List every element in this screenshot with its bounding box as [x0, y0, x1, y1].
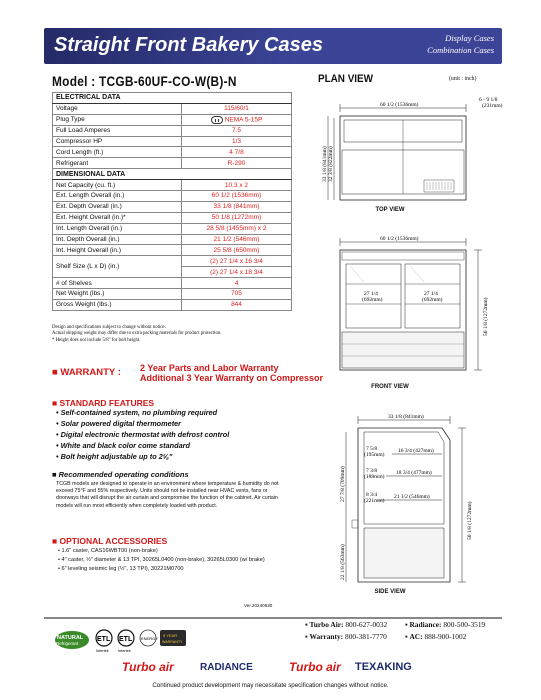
side-view-drawing — [312, 410, 512, 590]
spec-notes — [52, 325, 292, 344]
spec-row — [53, 114, 292, 125]
spec-section-row — [53, 169, 292, 180]
spec-section-title: DIMENSIONAL DATA — [53, 169, 292, 180]
turbo-air-logo: Turbo air — [122, 660, 174, 674]
contact-label: AC: — [409, 632, 423, 641]
spec-value: 4 7/8 — [182, 147, 292, 158]
spec-label: Shelf Size (L x D) (in.) — [53, 256, 182, 278]
accessory-item: • 4" caster, ½" diameter & 13 TPI, 30265L0400 (non-brake), 30265L0300 (w/ brake) — [58, 556, 265, 565]
side-base-height-dim: 22 1/8 (563mm) — [340, 544, 346, 580]
spec-value: 115/60/1 — [182, 103, 292, 114]
standard-features-title: ■ STANDARD FEATURES — [52, 398, 155, 408]
brand-logos-row — [52, 660, 502, 676]
spec-value: 4 — [182, 278, 292, 289]
model-number: Model : TCGB-60UF-CO-W(B)-N — [52, 73, 237, 89]
spec-value: 50 1/8 (1272mm) — [182, 212, 292, 223]
etl-sanitation-logo — [118, 630, 134, 653]
top-offset-mm: (231mm) — [482, 103, 503, 109]
spec-value: 60 1/2 (1536mm) — [182, 191, 292, 202]
spec-label: Refrigerant — [53, 158, 182, 169]
contact-label: Turbo Air: — [309, 620, 344, 629]
side-height-dim: 50 1/8 (1272mm) — [467, 501, 473, 540]
five-year-warranty-badge — [160, 630, 186, 646]
etl-logo — [96, 630, 112, 653]
spec-section-row — [53, 93, 292, 104]
side-h2-dim: 7 3/8 — [366, 468, 378, 474]
spec-value: 705 — [182, 289, 292, 300]
contact-phone[interactable]: 888-900-1002 — [424, 632, 467, 641]
contact-block: ▪ Turbo Air: 800-627-0032 ▪ Radiance: 800-500-3519 ▪ Warranty: 800-381-7770 ▪ AC: 888-900-1002 — [305, 620, 486, 641]
spec-row — [53, 299, 292, 310]
feature-item: • White and black color come standard — [56, 440, 229, 451]
plug-type-value: NEMA 5-15P — [224, 116, 263, 124]
certification-logos — [52, 626, 302, 656]
accessory-item: • 1.6" caster, CAS16WBT00 (non-brake) — [58, 547, 265, 556]
spec-row — [53, 180, 292, 191]
spec-value: 1/3 — [182, 136, 292, 147]
spec-label: Full Load Amperes — [53, 125, 182, 136]
side-h2-mm: (188mm) — [364, 474, 385, 480]
spec-value: R-290 — [182, 158, 292, 169]
spec-row — [53, 245, 292, 256]
spec-label: Compressor HP — [53, 136, 182, 147]
spec-label: Int. Length Overall (in.) — [53, 223, 182, 234]
spec-label: Net Capacity (cu. ft.) — [53, 180, 182, 191]
spec-row — [53, 223, 292, 234]
contact-phone[interactable]: 800-627-0032 — [345, 620, 388, 629]
spec-label: Cord Length (ft.) — [53, 147, 182, 158]
spec-row — [53, 191, 292, 202]
spec-label: Int. Depth Overall (in.) — [53, 234, 182, 245]
side-d1-dim: 16 3/4 (427mm) — [398, 448, 434, 454]
spec-row — [53, 212, 292, 223]
note-line: Actual shipping weight may differ due to extra packing materials for product protection. — [52, 331, 222, 337]
top-width-dim: 60 1/2 (1536mm) — [380, 102, 419, 108]
warranty-line-2: Additional 3 Year Warranty on Compressor — [140, 373, 324, 383]
svg-text:WARRANTY: WARRANTY — [162, 640, 183, 644]
spec-label: Ext. Length Overall (in.) — [53, 191, 182, 202]
category-combination-cases: Combination Cases — [427, 45, 494, 55]
feature-item: • Solar powered digital thermometer — [56, 418, 229, 429]
accessory-item: • 6" leveling seismic leg (½", 13 TPI), 30221M0700 — [58, 565, 265, 574]
side-view-label: SIDE VIEW — [374, 589, 406, 595]
spec-row — [53, 201, 292, 212]
svg-text:Intertek: Intertek — [96, 649, 109, 653]
category-display-cases: Display Cases — [445, 33, 494, 43]
feature-item: • Self-contained system, no plumbing required — [56, 407, 229, 418]
optional-accessories-title: ■ OPTIONAL ACCESSORIES — [52, 536, 168, 546]
contact-phone[interactable]: 800-500-3519 — [443, 620, 486, 629]
side-d2-dim: 18 3/4 (477mm) — [396, 470, 432, 476]
radiance-logo: RADIANCE — [200, 662, 253, 673]
spec-value: (2) 27 1/4 x 16 3/4 — [182, 256, 292, 267]
spec-label: Gross Weight (lbs.) — [53, 299, 182, 310]
svg-text:ETL: ETL — [97, 636, 111, 643]
spec-value: 7.5 — [182, 125, 292, 136]
spec-value: 33 1/8 (841mm) — [182, 201, 292, 212]
version-label: Ver.20240530 — [244, 603, 273, 608]
unit-note: (unit : inch) — [449, 76, 477, 82]
side-d3-dim: 21 1/2 (546mm) — [394, 494, 430, 500]
front-shelf2-mm: (692mm) — [422, 297, 443, 303]
spec-row — [53, 158, 292, 169]
front-shelf1-dim: 27 1/4 — [364, 291, 378, 297]
spec-table — [52, 92, 292, 311]
front-shelf1-mm: (692mm) — [362, 297, 383, 303]
spec-row — [53, 147, 292, 158]
top-view-label: TOP VIEW — [375, 207, 405, 213]
feature-item: • Bolt height adjustable up to 2⅝" — [56, 451, 229, 462]
spec-value: 844 — [182, 299, 292, 310]
top-depth-inner-dim: 32 3/8 (822mm) — [328, 146, 334, 182]
spec-label: # of Shelves — [53, 278, 182, 289]
side-h3-mm: (221mm) — [364, 498, 385, 504]
spec-label: Plug Type — [53, 114, 182, 125]
energy-logo — [140, 630, 158, 646]
plan-view-title: PLAN VIEW — [318, 73, 374, 85]
svg-text:NATURAL: NATURAL — [57, 635, 84, 641]
turbo-air-logo-2: Turbo air — [289, 660, 341, 674]
spec-row — [53, 256, 292, 267]
side-h1-dim: 7 5/8 — [366, 446, 378, 452]
spec-value: 10.3 x 2 — [182, 180, 292, 191]
contact-label: Warranty: — [309, 632, 344, 641]
top-depth-outer-dim: 33 1/8 (841mm) — [322, 146, 328, 182]
front-view-label: FRONT VIEW — [371, 384, 409, 390]
page-title: Straight Front Bakery Cases — [54, 34, 323, 56]
top-offset-dim: 6 - 9 1/8 — [479, 97, 498, 103]
front-width-dim: 60 1/2 (1536mm) — [380, 236, 419, 242]
spec-section-title: ELECTRICAL DATA — [53, 93, 292, 104]
spec-value — [182, 114, 292, 125]
front-shelf2-dim: 27 1/4 — [424, 291, 438, 297]
spec-label: Ext. Depth Overall (in.) — [53, 201, 182, 212]
standard-features-list — [56, 407, 229, 462]
front-view-drawing — [312, 232, 512, 382]
feature-item: • Digital electronic thermostat with defrost control — [56, 429, 229, 440]
side-depth-dim: 33 1/8 (841mm) — [388, 414, 424, 420]
svg-text:ETL: ETL — [119, 636, 133, 643]
spec-value: (2) 27 1/4 x 18 3/4 — [182, 267, 292, 278]
spec-label: Voltage — [53, 103, 182, 114]
plug-icon — [211, 116, 223, 124]
spec-row — [53, 278, 292, 289]
recommended-conditions-body: TCGB models are designed to operate in an environment where temperature & humidity do not exceed 75°F and 55% respectively. Units should not be installed near HVAC vents, fans or doorways that will disrupt the air curtain and compromise the function of the cabinet. Air curtain models will run most efficiently when completely loaded with product. — [56, 481, 279, 509]
svg-text:Refrigerant: Refrigerant — [56, 641, 79, 646]
spec-row — [53, 136, 292, 147]
warranty-label: ■ WARRANTY : — [52, 367, 121, 378]
contact-label: Radiance: — [409, 620, 442, 629]
note-line: * Height does not include 5/8" for bolt height. — [52, 337, 141, 343]
front-height-dim: 50 1/8 (1272mm) — [483, 297, 489, 336]
spec-row — [53, 289, 292, 300]
svg-text:ENERGY: ENERGY — [141, 636, 158, 641]
spec-label: Ext. Height Overall (in.)* — [53, 212, 182, 223]
note-line: Design and specifications subject to change without notice. — [52, 325, 166, 330]
spec-label: Int. Height Overall (in.) — [53, 245, 182, 256]
texaking-logo: TEXAKING — [355, 661, 412, 673]
spec-value: 21 1/2 (546mm) — [182, 234, 292, 245]
top-view-drawing — [312, 94, 512, 206]
spec-value: 25 5/8 (650mm) — [182, 245, 292, 256]
natural-refrigerant-logo — [55, 631, 89, 649]
spec-row — [53, 234, 292, 245]
side-h1-mm: (195mm) — [364, 452, 385, 458]
contact-phone[interactable]: 800-381-7770 — [345, 632, 387, 641]
spec-row — [53, 125, 292, 136]
spec-row — [53, 103, 292, 114]
side-int-height-dim: 27 7/8 (709mm) — [340, 466, 346, 502]
spec-value: 28 5/8 (1455mm) x 2 — [182, 223, 292, 234]
side-h3-dim: 8 3/4 — [366, 492, 378, 498]
warranty-line-1: 2 Year Parts and Labor Warranty — [140, 363, 279, 373]
header-banner — [44, 28, 502, 64]
svg-text:5 YEAR: 5 YEAR — [163, 633, 178, 638]
spec-label: Net Weight (lbs.) — [53, 289, 182, 300]
footer-disclaimer: Continued product development may necessitate specification changes without notice. — [152, 682, 389, 689]
recommended-conditions-title: ■ Recommended operating conditions — [52, 470, 189, 479]
optional-accessories-list — [58, 547, 265, 574]
svg-text:Intertek: Intertek — [118, 649, 131, 653]
